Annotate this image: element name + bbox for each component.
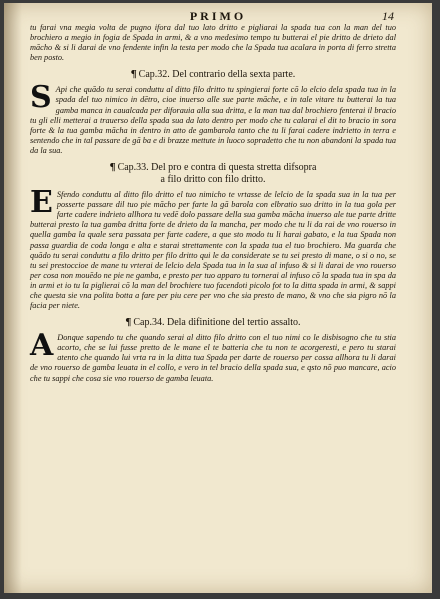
chapter-33-paragraph <box>30 185 396 311</box>
text-block <box>30 23 396 384</box>
chapter-33-text: Sfendo conduttu al ditto filo dritto el tuo nimicho te vrtasse de lelcio de la spada sua in la tua per posserte passare dil tuo pie mācho per farte la gā barola con elbratio suo dritto in la tua gola per farte cadere indrieto allhora tu vedē dolo passare della sua gamba mācha inuerso ale tue parte dritte butterai presto la tua gamba dritta forte de drieto da la mancha, per modo che tu li da rai de vno rouerso in quella gamba la quale sera passata per farte cadere, a que sto modo tu li harai gabato, e la tua Spada non passa guardia de coda longa e alta e starai strettamente con la spada tua el tuo brochiero. Ma guarda che quādo tu serai conduttu a filo dritto per filo dritto qui le da considerate se tu sei presto di mane, o si o no, se tu sei prestoccioe de mane tu vrterai de lelcio dela Spada tua in la sua al infuso & si li darai de vno rouerso per cosa non mouēdo ne pie ne gamba, e presto per tuo apparo tu tornerai al infuso cō la spada tua in spa da in armi et io tu la piglierai cō la man del brochiere tuo facendoti picolo fot to la ditta spada in armi, & sappi che questa sie vna polita botta a fare per piu cere per vno che sia presto de mano, & vno che sia pigro nō la facia per niete. <box>30 190 396 311</box>
chapter-32-title: Cap.32. Del contrario della sexta parte. <box>138 69 296 81</box>
chapter-33-heading <box>30 161 396 186</box>
chapter-33-title-line2: a filo dritto con filo dritto. <box>160 174 266 186</box>
chapter-33-title-line1: Cap.33. Del pro e contra di questa stretta difsopra <box>117 162 317 174</box>
pilcrow-icon: ¶ <box>125 316 132 329</box>
chapter-34-paragraph <box>30 328 396 383</box>
gutter-shadow <box>4 3 22 593</box>
folio-number: 14 <box>382 9 394 23</box>
running-title: PRIMO <box>189 9 247 23</box>
chapter-32-text: Api che quādo tu serai conduttu al ditto filo dritto tu spingierai forte cō lo elcio dela spada tua in la spada del tuo nimico in dētro, cioe inuerso alle sue parte māche, e in tale vitare tu butterai la tua gamba manca in caualcada per diforauia alla sua dritta, e la man tua dal brochiero fenterai il bracio tu gli elli metterai a trauerso della spada sua da lato dentro per modo che tu calarai el dit to bracio in sora forte & la tua gamba mācha in dentro in atto de gambarola tanto che tu li farai cadere indrietto in terra e sentendo che in tal passare de gā ba e di brazze mettute in luoco sopradetto che tu non abandoni la spada tua da la sua. <box>30 85 396 155</box>
chapter-32-heading <box>30 68 396 81</box>
pilcrow-icon: ¶ <box>130 68 137 81</box>
initial-letter: S <box>30 80 52 116</box>
chapter-34-title: Cap.34. Dela difinitione del tertio assalto. <box>133 317 301 329</box>
pilcrow-icon: ¶ <box>109 161 116 174</box>
chapter-32-paragraph <box>30 80 396 156</box>
book-page <box>4 3 432 593</box>
chapter-34-text: Donque sapendo tu che quando serai al ditto filo dritto con el tuo nimi co le disbisogno che tu stia acorto, che se lui fusse pretto de le mane el te batteria che tu non te acorgeresti, e pero tu starai atento che quando lui vrta ra in la ditta tua Spada per darte de rouerso per cossa allhora tu li darai de vno rouerso de gamba leuata in el collo, e vero in tel bracio della spada sua, e qsto nō puo mancare, acio che tu sappi che cosa sie vno rouerso de gamba leuata. <box>30 333 396 383</box>
initial-letter: A <box>30 328 54 364</box>
intro-paragraph: tu farai vna megia volta de pugno ifora dal tuo lato dritto e pigliarai la spada tua con la man del tuo brochiero a megio in fogia de Spada in armi, & a vno medesimo tempo tu butterai el pie dritto de drieto dal mācho & si li darai de vno fendente infin la testa per modo che la Spada tua acalara in porta di ferro stretta ben posto. <box>30 23 396 63</box>
chapter-34-heading <box>30 316 396 329</box>
initial-letter: E <box>30 185 53 221</box>
